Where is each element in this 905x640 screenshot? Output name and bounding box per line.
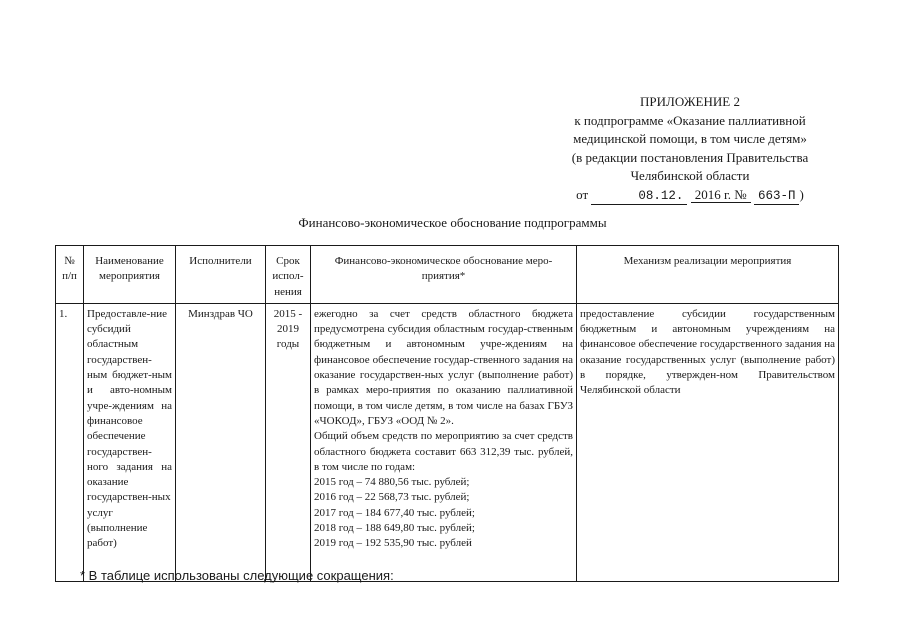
footnote: * В таблице использованы следующие сокращения:: [80, 568, 394, 583]
row-executors: Минздрав ЧО: [176, 303, 266, 581]
row-name: Предоставле-ние субсидий областным государствен-ным бюджет-ным и авто-номным учре-ждениям на финансовое обеспечение государствен-ного задания на оказание государствен-ных услуг (выполнение работ): [84, 303, 176, 581]
header-name: Наименование мероприятия: [84, 246, 176, 304]
row-rationale: [311, 303, 577, 581]
rationale-paragraph-1: ежегодно за счет средств областного бюджета предусмотрена субсидия областным государ-ственным бюджетным и автономным учре-ждениям на финансовое обеспечение государ-ственного задания на оказание государствен-ных услуг (выполнение работ) в рамках меро-приятия по оказанию паллиативной помощи, в том числе детям, в том числе на базах ГБУЗ «ЧОКОД», ГБУЗ «ООД № 2».: [314, 307, 573, 427]
appendix-region-line: Челябинской области: [630, 168, 750, 183]
date-prefix: от: [576, 186, 589, 202]
appendix-subprogram-line-2: медицинской помощи, в том числе детям»: [573, 131, 807, 146]
year-amount: 2017 год – 184 677,40 тыс. рублей;: [314, 506, 475, 519]
date-year: 2016 г. №: [691, 187, 751, 203]
year-amount: 2019 год – 192 535,90 тыс. рублей: [314, 537, 472, 550]
header-executors: Исполнители: [176, 246, 266, 304]
header-rationale: Финансово-экономическое обоснование меро-приятия*: [311, 246, 577, 304]
appendix-edition-line: (в редакции постановления Правительства: [571, 149, 809, 165]
decree-number: 663-П: [754, 189, 800, 205]
header-term: Срок испол-нения: [266, 246, 311, 304]
rationale-table: [55, 245, 839, 582]
row-mechanism: предоставление субсидии государственным бюджетным и автономным учреждениям на финансовое обеспечение государственного задания на оказание государственных услуг (выполнение работ) в порядке, утвержден-ном Правительством Челябинской области: [577, 303, 839, 581]
year-amount: 2016 год – 22 568,73 тыс. рублей;: [314, 491, 470, 504]
header-num: № п/п: [56, 246, 84, 304]
date-value: 08.12.: [591, 189, 687, 205]
appendix-date-line: [520, 186, 860, 205]
appendix-header: [520, 93, 860, 205]
year-amount: 2018 год – 188 649,80 тыс. рублей;: [314, 522, 475, 535]
row-term: 2015 - 2019 годы: [266, 303, 311, 581]
year-amount: 2015 год – 74 880,56 тыс. рублей;: [314, 476, 470, 489]
date-suffix: ): [799, 186, 804, 202]
appendix-subprogram-line: к подпрограмме «Оказание паллиативной: [574, 112, 806, 128]
table-row: [56, 303, 839, 581]
table-header-row: [56, 246, 839, 304]
appendix-title: ПРИЛОЖЕНИЕ 2: [640, 94, 740, 109]
document-title: Финансово-экономическое обоснование подпрограммы: [298, 215, 607, 230]
header-mechanism: Механизм реализации мероприятия: [577, 246, 839, 304]
row-num: 1.: [56, 303, 84, 581]
rationale-paragraph-2: Общий объем средств по мероприятию за счет средств областного бюджета составит 663 312,39 тыс. рублей, в том числе по годам:: [314, 430, 573, 473]
